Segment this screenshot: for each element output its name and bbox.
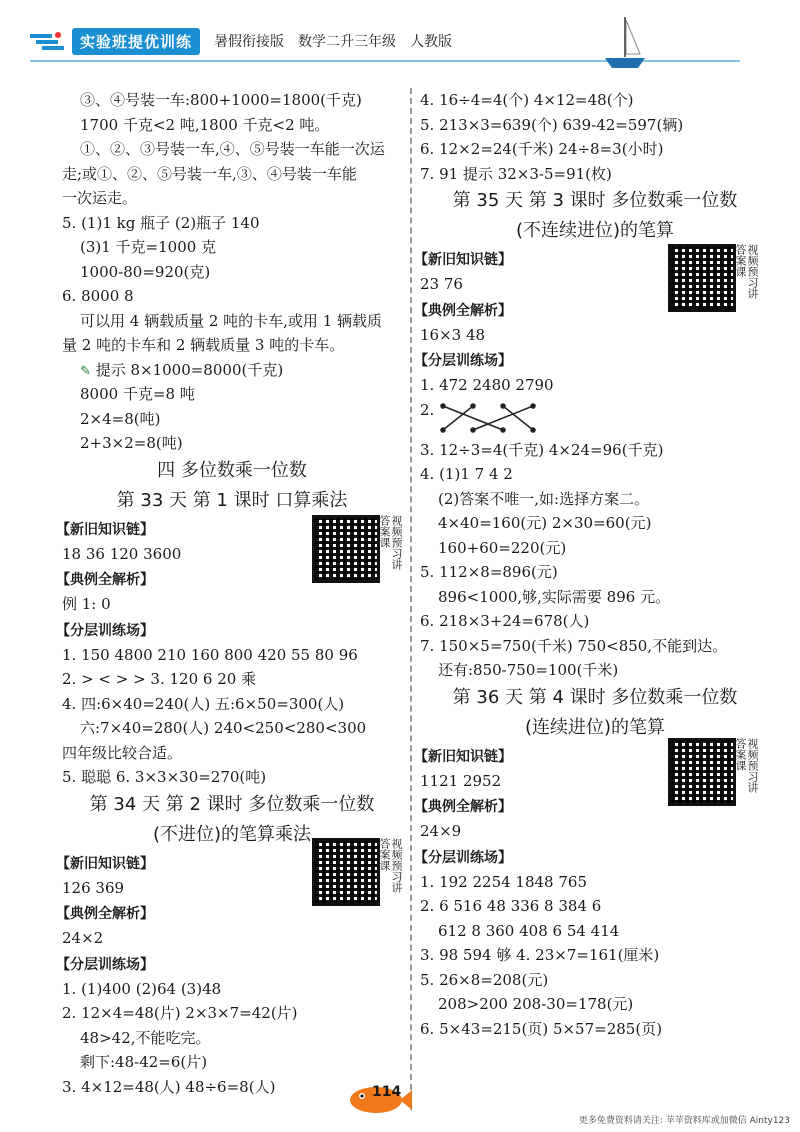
answer-line: 2+3×2=8(吨): [80, 434, 183, 452]
publisher-label: 人教版: [410, 34, 453, 50]
answer-line: 612 8 360 408 6 54 414: [438, 921, 620, 940]
answer-line: 1. 472 2480 2790: [420, 376, 554, 394]
answer-line: 5. (1)1 kg 瓶子 (2)瓶子 140: [62, 213, 260, 232]
answer-line: 5. 聪聪 6. 3×3×30=270(吨): [62, 768, 267, 786]
answer-line: 4×40=160(元) 2×30=60(元): [438, 514, 652, 532]
section-heading: 【典例全解析】: [414, 302, 512, 319]
answer-line: 208>200 208-30=178(元): [438, 995, 634, 1013]
answer-line: 2×4=8(吨): [80, 409, 161, 428]
answer-line: 4. 16÷4=4(个) 4×12=48(个): [420, 91, 634, 109]
qr-code[interactable]: [312, 515, 380, 583]
section-heading: 【分层训练场】: [414, 849, 512, 866]
answer-line: 1121 2952: [420, 771, 502, 790]
answer-line: 量 2 吨的卡车和 2 辆载质量 3 吨的卡车。: [62, 336, 345, 354]
edition-label: 暑假衔接版: [214, 34, 285, 50]
qr-caption: 视频预习讲答案课: [378, 838, 403, 893]
answer-line: 1700 千克<2 吨,1800 千克<2 吨。: [80, 115, 330, 134]
answer-line: 6. 5×43=215(页) 5×57=285(页): [420, 1019, 663, 1038]
qr-code[interactable]: [668, 244, 736, 312]
answer-line: 5. 112×8=896(元): [420, 563, 558, 581]
question-number: 2.: [420, 400, 435, 419]
answer-line: 5. 213×3=639(个) 639-42=597(辆): [420, 115, 684, 134]
right-column: [414, 88, 770, 1041]
answer-line: 896<1000,够,实际需要 896 元。: [438, 587, 671, 606]
qr-code[interactable]: [312, 838, 380, 906]
answer-line: 走;或①、②、⑤号装一车,③、④号装一车能: [62, 164, 357, 183]
lesson-title: 第 36 天 第 4 课时 多位数乘一位数: [452, 686, 738, 708]
section-heading: 【分层训练场】: [414, 353, 512, 369]
matching-lines-icon: [438, 398, 538, 438]
lesson-subtitle: (不连续进位)的笔算: [515, 220, 675, 241]
answer-line: (2)答案不唯一,如:选择方案二。: [438, 489, 650, 508]
matching-diagram: [420, 398, 770, 438]
series-title: 实验班提优训练: [72, 28, 200, 55]
page-number: 114: [372, 1084, 402, 1100]
chapter-title: 四 多位数乘一位数: [157, 459, 307, 481]
answer-line: 6. 8000 8: [62, 287, 134, 305]
qr-caption: 视频预习讲答案课: [734, 738, 759, 793]
lesson-title: 第 34 天 第 2 课时 多位数乘一位数: [89, 793, 375, 815]
answer-line: 6. 218×3+24=678(人): [420, 612, 590, 630]
lesson-subtitle: (连续进位)的笔算: [524, 716, 666, 738]
answer-line: 还有:850-750=100(千米): [438, 661, 619, 679]
answer-line: 2. 6 516 48 336 8 384 6: [420, 897, 602, 915]
answer-line: 3. 98 594 够 4. 23×7=161(厘米): [420, 946, 660, 964]
answer-line: 23 76: [420, 275, 463, 293]
answer-line: 6. 12×2=24(千米) 24÷8=3(小时): [420, 140, 664, 158]
qr-caption: 视频预习讲答案课: [734, 244, 759, 299]
answer-line: ①、②、③号装一车,④、⑤号装一车能一次运: [80, 140, 385, 158]
answer-line: 16×3 48: [420, 325, 486, 344]
section-heading: 【典例全解析】: [414, 799, 512, 815]
answer-line: 例 1: 0: [62, 595, 111, 613]
answer-line: 1. 192 2254 1848 765: [420, 872, 587, 891]
answer-line: 18 36 120 3600: [62, 544, 182, 563]
answer-line: 126 369: [62, 878, 125, 897]
answer-line: 3. 12÷3=4(千克) 4×24=96(千克): [420, 440, 664, 459]
hint-line: [62, 358, 402, 383]
section-heading: 【新旧知识链】: [56, 521, 154, 538]
answer-line: 1. (1)400 (2)64 (3)48: [62, 979, 222, 998]
lesson-title: 第 35 天 第 3 课时 多位数乘一位数: [452, 190, 738, 211]
answer-line: 六:7×40=280(人) 240<250<280<300: [80, 719, 367, 737]
section-heading: 【典例全解析】: [56, 906, 154, 922]
logo-icon: [28, 30, 66, 52]
lesson-title: 第 33 天 第 1 课时 口算乘法: [116, 489, 348, 511]
hint-icon: ✎: [80, 363, 91, 379]
qr-code[interactable]: [668, 738, 736, 806]
column-divider: [410, 88, 412, 1110]
answer-line: 24×2: [62, 929, 104, 947]
answer-line: (3)1 千克=1000 克: [80, 238, 217, 256]
answer-line: 24×9: [420, 822, 462, 840]
answer-line: 3. 4×12=48(人) 48÷6=8(人): [62, 1077, 276, 1096]
answer-line: ③、④号装一车:800+1000=1800(千克): [80, 91, 362, 109]
page-header: [0, 0, 800, 80]
section-heading: 【新旧知识链】: [414, 252, 512, 268]
section-heading: 【分层训练场】: [56, 622, 154, 639]
left-column: [56, 88, 402, 1099]
answer-line: 可以用 4 辆载质量 2 吨的卡车,或用 1 辆载质: [80, 311, 383, 330]
answer-line: 2. > < > > 3. 120 6 20 乘: [62, 670, 257, 688]
qr-caption: 视频预习讲答案课: [378, 515, 403, 570]
answer-line: 7. 150×5=750(千米) 750<850,不能到达。: [420, 636, 728, 655]
answer-line: 四年级比较合适。: [62, 743, 183, 762]
header-bar: [28, 28, 452, 54]
answer-line: 8000 千克=8 吨: [80, 385, 195, 403]
answer-line: 7. 91 提示 32×3-5=91(枚): [420, 164, 612, 183]
section-heading: 【典例全解析】: [56, 572, 154, 588]
sailboat-icon: [600, 12, 650, 72]
answer-line: 4. (1)1 7 4 2: [420, 465, 513, 483]
answer-line: 2. 12×4=48(片) 2×3×7=42(片): [62, 1004, 298, 1022]
footer-note: 更多免费资料请关注: 苹苹资料库或加微信 Ainty123: [578, 1116, 790, 1126]
section-heading: 【新旧知识链】: [414, 748, 512, 765]
answer-line: 48>42,不能吃完。: [80, 1028, 211, 1047]
answer-line: 5. 26×8=208(元): [420, 970, 549, 989]
answer-line: 4. 四:6×40=240(人) 五:6×50=300(人): [62, 694, 345, 713]
lesson-subtitle: (不进位)的笔算乘法: [152, 823, 312, 845]
answer-line: 1. 150 4800 210 160 800 420 55 80 96: [62, 645, 358, 664]
answer-line: 1000-80=920(克): [80, 262, 211, 281]
hint-text: 提示 8×1000=8000(千克): [95, 360, 284, 379]
answer-line: 160+60=220(元): [438, 538, 567, 557]
section-heading: 【分层训练场】: [56, 956, 154, 973]
answer-line: 一次运走。: [62, 189, 138, 207]
subject-label: 数学二升三年级: [298, 34, 397, 50]
answer-line: 剩下:48-42=6(片): [80, 1053, 208, 1071]
section-heading: 【新旧知识链】: [56, 855, 154, 872]
